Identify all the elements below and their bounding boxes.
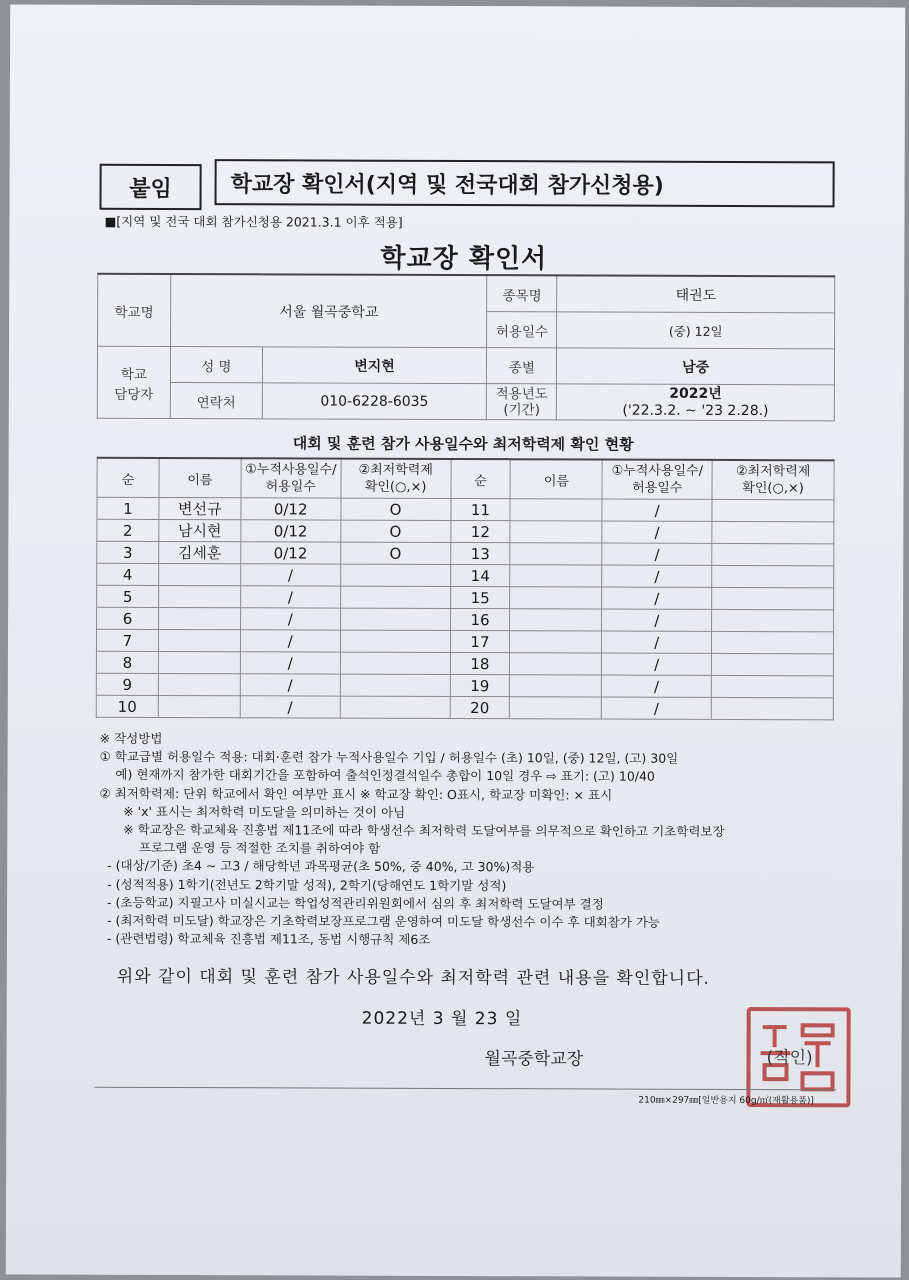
row-name [158,673,240,695]
method-line: ① 학교급별 허용일수 적용: 대회·훈련 참가 누적사용일수 기입 / 허용일수 (초) 10일, (중) 12일, (고) 30일 [99,748,679,766]
phone-value: 010-6228-6035 [262,383,487,420]
row-days: / [602,521,712,543]
row-grade [340,674,450,696]
method-line: - (대상/기준) 초4 ~ 고3 / 해당학년 과목평균(초 50%, 중 40%, 고 30%)적용 [99,858,535,875]
row-no: 20 [450,696,510,718]
row-name [510,521,602,543]
row-no: 10 [96,695,158,717]
row-days: / [602,565,712,587]
row-grade [340,630,450,652]
row-name: 변선규 [159,497,241,519]
row-name [510,697,602,719]
table-row [97,541,834,566]
method-line: 프로그램 운영 등 적절한 조치를 취하여야 함 [99,839,381,856]
row-name [510,587,602,609]
year-value: 2022년 [669,385,722,402]
main-title: 학교장 확인서 [380,243,548,275]
row-name: 남시현 [159,519,241,541]
row-name [510,631,602,653]
school-label: 학교명 [98,274,171,347]
row-grade [340,586,450,608]
table-row [97,607,834,632]
table-row [96,651,833,676]
row-no: 9 [96,673,158,695]
applicability-note: ■[지역 및 전국 대회 참가신청용 2021.3.1 이후 적용] [104,213,403,230]
row-name [510,609,602,631]
method-line: 예) 현재까지 참가한 대회기간을 포함하여 출석인정결석일수 총합이 10일 경우 ⇨ 표기: (고) 10/40 [99,767,655,785]
confirmation-statement: 위와 같이 대회 및 훈련 참가 사용일수와 최저학력 관련 내용을 확인합니다. [116,966,710,989]
table-row [97,519,834,544]
col-name-left: 이름 [159,458,241,498]
col-name-right: 이름 [510,459,602,499]
row-days: 0/12 [241,542,341,564]
col-days-right: ①누적사용일수/ 허용일수 [602,460,712,500]
row-name: 김세훈 [159,541,241,563]
table-row [97,585,834,610]
row-days: / [240,696,340,718]
row-days: / [240,630,340,652]
method-line: ※ 작성방법 [99,730,163,746]
row-name [159,585,241,607]
row-no: 16 [450,608,510,630]
method-line: - (최저학력 미도달) 학교장은 기초학력보장프로그램 운영하여 미도달 학생선수 이수 후 대회참가 가능 [98,912,661,930]
row-name [510,499,602,521]
issue-date: 2022년 3 월 23 일 [361,1008,523,1030]
row-name [510,675,602,697]
days-value: (중) 12일 [557,312,835,349]
row-no: 5 [97,585,159,607]
col-days-left: ①누적사용일수/ 허용일수 [241,458,341,498]
method-line: ② 최저학력제: 단위 학교에서 확인 여부만 표시 ※ 학교장 확인: O표시, 학교장 미확인: × 표시 [99,785,613,803]
row-no: 17 [450,630,510,652]
row-grade: O [340,542,450,564]
row-name [158,607,240,629]
table-row [96,695,833,720]
method-line: - (성적적용) 1학기(전년도 2학기말 성적), 2학기(당해연도 1학기말 성적) [99,876,507,893]
row-name [158,651,240,673]
row-days: / [240,674,340,696]
row-grade [340,652,450,674]
row-days: / [602,609,712,631]
row-name [158,695,240,717]
row-grade [340,696,450,718]
table-row [97,563,834,588]
row-grade: O [341,520,451,542]
row-no: 12 [450,520,510,542]
paper-spec-footer: 210㎜×297㎜[일반용지 60g/㎡(재활용품)] [638,1095,814,1107]
contact-label: 학교 담당자 [97,346,170,418]
method-line: - (초등학교) 지필고사 미실시교는 학업성적관리위원회에서 심의 후 최저학력 도달여부 결정 [99,894,604,912]
row-days: / [240,586,340,608]
col-no-right: 순 [451,459,511,499]
row-grade [712,543,834,565]
row-name [510,565,602,587]
days-label: 허용일수 [487,312,557,348]
gender-label: 종별 [487,348,557,384]
row-days: / [602,697,712,719]
method-line: ※ 'x' 표시는 최저학력 미도달을 의미하는 것이 아님 [99,803,406,820]
row-no: 11 [450,498,510,520]
row-no: 4 [97,563,159,585]
writing-method-notes [99,730,860,951]
year-label: 적용년도 (기간) [487,384,557,420]
seal-label: (직인) [766,1048,813,1069]
row-no: 18 [450,652,510,674]
row-days: / [602,587,712,609]
row-grade [712,653,834,675]
sport-value: 태권도 [557,275,835,312]
row-no: 14 [450,564,510,586]
name-value: 변지현 [262,347,487,384]
row-no: 3 [97,541,159,563]
school-value: 서울 월곡중학교 [170,274,487,348]
phone-label: 연락처 [170,383,262,419]
row-grade [340,608,450,630]
row-grade [712,631,834,653]
sport-label: 종목명 [487,275,557,312]
method-line: - (관련법령) 학교체육 진흥법 제11조, 동법 시행규칙 제6조 [98,930,431,948]
row-no: 13 [450,542,510,564]
row-days: / [240,564,340,586]
row-grade [712,565,834,587]
participation-table [96,457,835,721]
row-no: 2 [97,519,159,541]
row-days: / [240,652,340,674]
row-days: 0/12 [241,520,341,542]
row-name [510,653,602,675]
row-grade: O [341,498,451,520]
col-grade-left: ②최저학력제 확인(○,×) [341,459,451,499]
row-name [158,629,240,651]
row-no: 6 [97,607,159,629]
row-no: 1 [97,497,159,519]
principal-signature: 월곡중학교장 [484,1049,584,1070]
gender-value: 남중 [557,348,835,385]
document-paper [6,4,905,1277]
row-grade [712,521,834,543]
row-no: 7 [96,629,158,651]
method-line: ※ 학교장은 학교체육 진흥법 제11조에 따라 학생선수 최저학력 도달여부를 의무적으로 확인하고 기초학력보장 [99,821,725,839]
table-row [97,497,834,522]
row-name [510,543,602,565]
row-days: / [602,653,712,675]
document-title-box: 학교장 확인서(지역 및 전국대회 참가신청용) [215,159,835,207]
row-grade [712,499,834,521]
year-period: ('22.3.2. ~ '23 2.28.) [622,402,769,419]
row-grade [711,697,833,719]
attachment-badge: 붙임 [100,164,202,210]
row-grade [712,609,834,631]
row-days: 0/12 [241,498,341,520]
row-days: / [602,543,712,565]
row-days: / [602,631,712,653]
school-info-table [97,273,836,422]
row-no: 8 [96,651,158,673]
table-row [96,673,833,698]
bottom-rule [94,1087,836,1091]
row-grade [711,675,833,697]
row-name [159,563,241,585]
table-subtitle: 대회 및 훈련 참가 사용일수와 최저학력제 확인 현황 [292,434,634,454]
row-days: / [602,675,712,697]
row-days: / [602,499,712,521]
row-grade [712,587,834,609]
row-grade [340,564,450,586]
name-label: 성 명 [170,347,262,383]
row-days: / [240,608,340,630]
col-grade-right: ②최저학력제 확인(○,×) [712,460,834,500]
table-row [96,629,833,654]
col-no-left: 순 [97,458,159,498]
row-no: 15 [450,586,510,608]
row-no: 19 [450,674,510,696]
